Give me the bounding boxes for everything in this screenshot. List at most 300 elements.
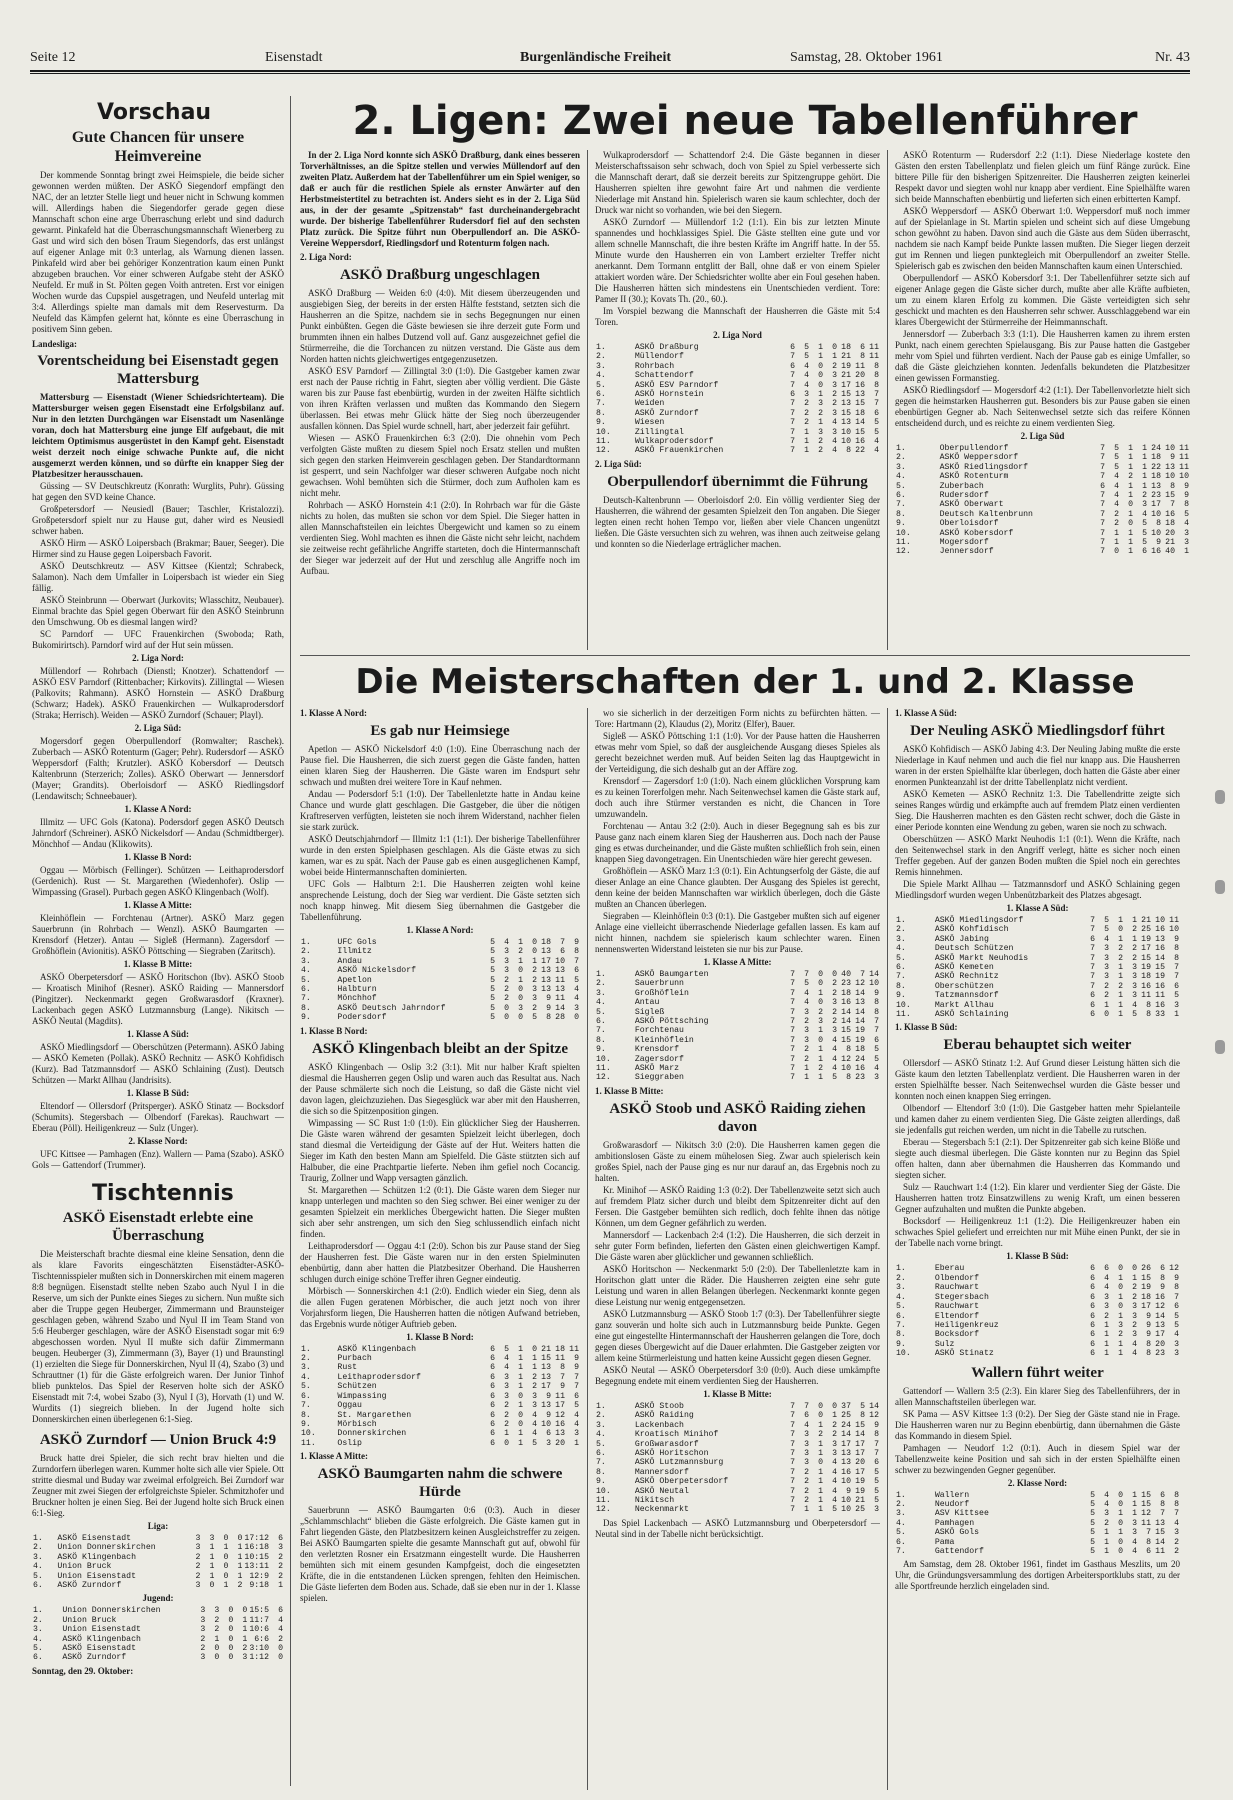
punch-hole xyxy=(1215,880,1225,894)
table-cell: 7 xyxy=(790,1073,795,1083)
table-cell: 0 xyxy=(832,343,837,352)
table-cell: 8. xyxy=(896,509,906,519)
page-header xyxy=(30,48,1190,70)
table-cell: 2 xyxy=(804,1045,809,1055)
table-cell: 3 xyxy=(1174,1000,1179,1010)
team-name: Großwarasdorf xyxy=(634,1439,699,1449)
table-cell: 15 xyxy=(541,1354,551,1364)
table-cell: 6. xyxy=(33,1581,43,1591)
table-cell: 6 xyxy=(1160,1490,1165,1500)
table-cell: 1 xyxy=(818,1505,823,1515)
table-cell: 2 xyxy=(1128,472,1133,482)
table-cell: 3 xyxy=(1174,1339,1179,1349)
table-cell: 2 xyxy=(237,1581,243,1591)
table-cell: 4. xyxy=(596,371,606,381)
table-label: 2. Klasse Nord: xyxy=(1007,1477,1068,1488)
table-row xyxy=(595,418,880,427)
table-cell: 0 xyxy=(532,1344,537,1354)
table-cell: 7 xyxy=(1100,519,1105,529)
table-cell: 5 xyxy=(532,1438,537,1448)
table-cell: 17 xyxy=(841,380,851,390)
table-cell: 3 xyxy=(818,427,823,437)
table-cell: 9. xyxy=(301,1419,311,1429)
table-cell: 1 xyxy=(237,1571,243,1581)
landesliga-item: ASKÖ Steinbrunn — Oberwart (Jurkovits; Wlasschitz, Neubauer). Einmal brachte das Spiel gegen Oberwart für den ASKÖ Steinbrunn den Umschwung. Ob es diesmal langen wird? xyxy=(32,595,284,627)
table-cell: 0 xyxy=(228,1606,234,1616)
table-cell: 18 xyxy=(555,1344,565,1354)
table-cell: 7 xyxy=(1100,538,1105,548)
table-cell: 4. xyxy=(896,472,906,482)
table-cell: 4 xyxy=(1104,1490,1109,1500)
table-cell: 3 xyxy=(1104,1509,1109,1519)
table-cell: 4 xyxy=(1132,1000,1137,1010)
table-cell: 13 xyxy=(555,1429,565,1439)
table-cell: 0 xyxy=(532,938,537,947)
table-cell: 5 xyxy=(832,1505,837,1515)
table-cell: 8 xyxy=(846,1073,851,1083)
table-cell: 5 xyxy=(874,418,879,428)
table-row xyxy=(300,1392,580,1401)
table-cell: 9 xyxy=(1146,1320,1151,1330)
page-number: Seite 12 xyxy=(30,50,76,65)
table-cell: 8 xyxy=(1146,1000,1151,1010)
table-cell: 0 xyxy=(1118,1302,1123,1312)
table-cell: 1 xyxy=(804,1073,809,1083)
table-cell: 1 xyxy=(818,1045,823,1055)
table-cell: 2 xyxy=(818,446,823,456)
table-cell: 3 xyxy=(532,994,537,1004)
punch-hole xyxy=(1215,790,1225,804)
table-cell: 14 xyxy=(555,1003,565,1013)
table-cell: 9 xyxy=(1184,481,1189,491)
team-name: ASKÖ Deutsch Jahrndorf xyxy=(337,1003,446,1013)
table-cell: 7 xyxy=(790,380,795,390)
table-cell: 40 xyxy=(841,970,851,979)
table-cell: 10. xyxy=(896,528,911,538)
table-cell: 24 xyxy=(855,1054,865,1064)
table-cell: 20 xyxy=(855,1458,865,1468)
table-cell: 4. xyxy=(896,1292,906,1302)
table-cell: 2 xyxy=(1118,1330,1123,1340)
table-cell: 7 xyxy=(790,1017,795,1027)
standings-table xyxy=(300,938,580,1023)
table-cell: 7 xyxy=(1100,462,1105,472)
table-cell: 13 xyxy=(841,418,851,428)
table-cell: 0 xyxy=(818,979,823,989)
table-cell: 5 xyxy=(574,1401,579,1411)
table-cell: 3 xyxy=(574,1003,579,1013)
table-cell: 1 xyxy=(1132,1509,1137,1519)
section-label: 1. Klasse B Süd: xyxy=(126,1088,190,1098)
table-cell: 1 xyxy=(1118,1311,1123,1321)
table-label: 2. Liga Süd xyxy=(1020,431,1065,441)
table-cell: 3 xyxy=(1132,963,1137,973)
table-cell: 3. xyxy=(301,1363,311,1373)
table-cell: 2. xyxy=(596,352,606,362)
table-cell: 2 xyxy=(504,994,509,1004)
table-cell: 6 xyxy=(560,947,565,957)
table-cell: 2 xyxy=(278,1562,283,1572)
landesliga-item: Güssing — SV Deutschkreutz (Konrath: Wurglits, Puhr). Güssing hat gegen den SVD keine Chance. xyxy=(32,481,284,502)
team-name: ASKÖ Marz xyxy=(634,1064,680,1074)
report: Wimpassing — SC Rust 1:0 (1:0). Ein glücklicher Sieg der Hausherren. Die Gäste waren während der gesamten Spielzeit leicht überlegen, doch stand diesmal die Verteidigung der Gäste auf der Hut. Weiters hatten die Sieger im Kath den besten Mann am Spielfeld. Die Gäste stützten sich auf Halbuber, die eine Prachtpartie lieferte. Neben ihm gefiel noch Cocancig. Traurig, Zollner und Wapp versagten gänzlich. xyxy=(300,1117,580,1183)
table-cell: 7. xyxy=(596,1458,606,1468)
table-cell: 8. xyxy=(896,1330,906,1340)
table-cell: 7 xyxy=(790,1458,795,1468)
table-cell: 1 xyxy=(242,1615,248,1625)
table-cell: 7 xyxy=(1100,444,1105,453)
table-cell: 8 xyxy=(1146,1339,1151,1349)
table-cell: 16 xyxy=(841,1467,851,1477)
table-cell: 21 xyxy=(541,1344,551,1354)
table-cell: 0 xyxy=(818,371,823,381)
table-cell: 7 xyxy=(790,988,795,998)
team-name: ASKÖ Weppersdorf xyxy=(939,453,1019,463)
section-label: 2. Klasse Nord: xyxy=(128,1136,188,1146)
table-cell: 3 xyxy=(1132,1302,1137,1312)
table-cell: 0 xyxy=(518,985,523,995)
table-cell: 1 xyxy=(1114,538,1119,548)
table-cell: 3 xyxy=(200,1615,206,1625)
table-cell: 13 xyxy=(855,390,865,400)
table-row xyxy=(32,1616,284,1625)
team-name: ASKÖ Gols xyxy=(934,1528,980,1538)
table-cell: 1 xyxy=(1184,547,1189,557)
table-cell: 19 xyxy=(1141,1283,1151,1293)
report: Sigleß — ASKÖ Pöttsching 1:1 (1:0). Vor der Pause hatten die Hausherren etwas mehr vom Spiel, so daß der ausgleichende Ausgang dieses Spieles als gerecht bezeichnet werden muß. Auf beiden Seiten lag das Hauptgewicht in der Verteidigung, die sich deshalb gut an der Affäre zog. xyxy=(595,731,880,774)
table-cell: 3 xyxy=(804,1439,809,1449)
table-cell: 9 xyxy=(874,988,879,998)
table-cell: 3 xyxy=(804,390,809,400)
table-cell: 3 xyxy=(504,1372,509,1382)
table-cell: 14 xyxy=(1155,1311,1165,1321)
team-name: Tatzmannsdorf xyxy=(934,991,999,1001)
table-cell: 11. xyxy=(896,538,911,548)
report: Die Spiele Markt Allhau — Tatzmannsdorf und ASKÖ Schlaining gegen Miedlingsdorf wurden wegen Unbenützbarkeit des Platzes abgesagt. xyxy=(895,879,1180,900)
table-cell: 6 xyxy=(490,1354,495,1364)
standings-table xyxy=(895,916,1180,1019)
standings-table xyxy=(895,1264,1180,1358)
team-name: ASKÖ Riedlingsdorf xyxy=(939,462,1029,472)
table-cell: 7 xyxy=(790,1505,795,1515)
team-name: Neudorf xyxy=(934,1499,970,1509)
table-cell: 2 xyxy=(818,1007,823,1017)
table-label: 1. Klasse A Süd: xyxy=(1006,903,1069,913)
table-cell: 3 xyxy=(195,1534,201,1543)
table-cell: 4 xyxy=(832,1458,837,1468)
table-cell: 5 xyxy=(1142,528,1147,538)
team-name: Oberschützen xyxy=(934,981,994,991)
wallern-title: Wallern führt weiter xyxy=(971,1364,1104,1381)
table-cell: 1 xyxy=(242,1625,248,1635)
report: Großwarasdorf — Nikitsch 3:0 (2:0). Die Hausherren kamen gegen die ambitionslosen Gäste zu einem mühelosen Sieg. Zwar auch spielerisch kein großes Spiel, nach der Pause ging es nur nur darauf an, das Ergebnis noch zu halten. xyxy=(595,1139,880,1183)
table-cell: 9 xyxy=(1174,1273,1179,1283)
table-cell: 1 xyxy=(1118,1528,1123,1538)
section-label: 1. Klasse B Mitte: xyxy=(595,1085,664,1096)
report: Sulz — Rauchwart 1:4 (1:2). Ein klarer und verdienter Sieg der Gäste. Die Hausherren hatten trotz Einsatzwillens zu wenig Kraft, um einen besseren Gegner aufzuhalten und mußten die Punkte abgeben. xyxy=(895,1182,1180,1215)
table-cell: 13 xyxy=(1155,934,1165,944)
table-cell: 5 xyxy=(1090,1490,1095,1500)
table-cell: 1 xyxy=(1132,1490,1137,1500)
table-cell: 1 xyxy=(832,1411,837,1421)
report: Gattendorf — Wallern 3:5 (2:3). Ein klarer Sieg des Tabellenführers, der in allen Mannschaftsteilen überlegen war. xyxy=(895,1385,1180,1407)
table-cell: 3 xyxy=(278,1543,283,1553)
table-cell: 12 xyxy=(1155,1302,1165,1312)
fixtures: Kleinhöflein — Forchtenau (Artner). ASKÖ Marz gegen Sauerbrunn (in Rohrbach — Wenzl). ASKÖ Baumgarten — Krensdorf (Hetzer). Antau — Sigleß (Hermann). Zagersdorf — Großhöflein (Avionitis). ASKÖ Pöttsching — Siegraben (Zaritsch). xyxy=(32,913,284,956)
table-label: 1. Klasse B Süd: xyxy=(1006,1251,1069,1262)
table-cell: 15 xyxy=(1155,1528,1165,1538)
table-cell: 20 xyxy=(1165,528,1175,538)
table-cell: 9. xyxy=(896,519,906,529)
team-name: ASKÖ Rechnitz xyxy=(934,972,999,982)
table-row xyxy=(595,1008,880,1017)
table-row xyxy=(895,925,1180,934)
table-cell: 10 xyxy=(841,1064,851,1074)
team-name: Gattendorf xyxy=(934,1546,984,1556)
table-cell: 3 xyxy=(195,1543,201,1553)
table-cell: 19 xyxy=(855,1477,865,1487)
table-row xyxy=(300,994,580,1003)
table-cell: 7 xyxy=(790,408,795,418)
table-cell: 11 xyxy=(1179,444,1189,453)
table-cell: 8 xyxy=(1146,1010,1151,1020)
table-cell: 2 xyxy=(518,947,523,957)
table-cell: 14 xyxy=(855,418,865,428)
table-cell: 2 xyxy=(818,437,823,447)
table-label: Jugend: xyxy=(142,1593,174,1604)
table-cell: 1 xyxy=(209,1543,215,1553)
table-cell: 13 xyxy=(541,975,551,985)
table-cell: 1 xyxy=(1142,472,1147,482)
table-cell: 3 xyxy=(1104,963,1109,973)
table-cell: 2 xyxy=(504,1401,509,1411)
team-name: ASKÖ Stoob xyxy=(634,1401,684,1411)
table-row xyxy=(895,1293,1180,1302)
table-cell: 1:12 xyxy=(249,1653,269,1663)
team-name: ASKÖ Eisenstadt xyxy=(57,1534,132,1543)
table-cell: 1 xyxy=(278,1581,283,1591)
table-cell: 0 xyxy=(832,970,837,979)
table-cell: 5 xyxy=(1132,1010,1137,1020)
table-cell: 7 xyxy=(560,1372,565,1382)
table-cell: 5 xyxy=(1142,538,1147,548)
table-cell: 12 xyxy=(1141,1509,1151,1519)
team-name: Zillingtal xyxy=(634,427,684,437)
table-cell: 8 xyxy=(874,1007,879,1017)
table-cell: 2 xyxy=(278,1571,283,1581)
team-name: Pamhagen xyxy=(934,1518,975,1528)
table-cell: 6 xyxy=(1090,1311,1095,1321)
table-row xyxy=(595,1026,880,1035)
table-cell: 1 xyxy=(1142,481,1147,491)
table-cell: 2 xyxy=(200,1634,206,1644)
table-cell: 6 xyxy=(574,966,579,976)
table-cell: 3 xyxy=(804,1007,809,1017)
table-row xyxy=(895,444,1190,453)
vorschau-title: Gute Chancen für unsere Heimvereine xyxy=(71,129,245,165)
table-cell: 16 xyxy=(1155,925,1165,935)
table-cell: 1. xyxy=(33,1534,43,1543)
table-cell: 3 xyxy=(804,1430,809,1440)
table-cell: 7 xyxy=(790,1401,795,1411)
table-cell: 7 xyxy=(874,390,879,400)
table-cell: 7 xyxy=(790,1411,795,1421)
team-name: Union Bruck xyxy=(62,1615,117,1625)
table-cell: 4 xyxy=(804,361,809,371)
table-cell: 1 xyxy=(532,1363,537,1373)
table-cell: 1 xyxy=(518,1382,523,1392)
table-cell: 4 xyxy=(832,1486,837,1496)
table-cell: 23 xyxy=(1155,1349,1165,1359)
table-cell: 1 xyxy=(518,1344,523,1354)
table-cell: 10 xyxy=(555,956,565,966)
table-cell: 5 xyxy=(490,994,495,1004)
table-label: 1. Klasse B Nord: xyxy=(406,1331,474,1342)
table-row xyxy=(595,1055,880,1064)
table-cell: 4 xyxy=(532,1429,537,1439)
table-row xyxy=(595,399,880,408)
fixtures: ASKÖ Oberpetersdorf — ASKÖ Horitschon (Ibv). ASKÖ Stoob — Kroatisch Minihof (Resner). ASKÖ Raiding — Mannersdorf (Pingitzer). Neckenmarkt gegen Großwarasdorf (Kraxner). Lackenbach gegen ASKÖ Lutzmannsburg (Lange). Nikitsch — ASKÖ Neutal (Magdits). xyxy=(32,972,284,1026)
table-cell: 4 xyxy=(1142,509,1147,519)
table-cell: 10. xyxy=(596,1054,611,1064)
fixtures: Oggau — Mörbisch (Fellinger). Schützen — Leithaprodersdorf (Gerdenich). Rust — St. Margarethen (Wiedenhofer). Oslip — Wimpassing (Grasel). Purbach gegen ASKÖ Klingenbach (Wolf). xyxy=(32,865,284,897)
table-cell: 21 xyxy=(1141,916,1151,925)
table-cell: 2 xyxy=(804,418,809,428)
table-cell: 1 xyxy=(1118,963,1123,973)
table-cell: 1 xyxy=(804,1505,809,1515)
table-row xyxy=(32,1534,284,1543)
column-divider xyxy=(587,708,588,1790)
table-cell: 0 xyxy=(504,1438,509,1448)
report: Pamhagen — Neudorf 1:2 (0:1). Auch in diesem Spiel war der Tabellenzweite keine Position und sah sich in der ersten Spielhälfte einen schwer zu bezwingenden Gegner gegenüber. xyxy=(895,1442,1180,1475)
team-name: Heiligenkreuz xyxy=(934,1320,999,1330)
table-cell: 2 xyxy=(1104,981,1109,991)
table-cell: 0 xyxy=(818,1458,823,1468)
table-cell: 0 xyxy=(278,1644,283,1654)
table-cell: 16 xyxy=(855,1064,865,1074)
table-row xyxy=(300,1373,580,1382)
table-cell: 6 xyxy=(490,1391,495,1401)
table-cell: 19 xyxy=(841,361,851,371)
table-cell: 5. xyxy=(301,1382,311,1392)
section-label: 2. Liga Nord: xyxy=(300,252,352,262)
table-cell: 5 xyxy=(490,956,495,966)
team-name: Nikitsch xyxy=(634,1495,675,1505)
table-cell: 12 xyxy=(855,979,865,989)
table-cell: 6 xyxy=(874,408,879,418)
table-cell: 1 xyxy=(804,427,809,437)
ligen-column-1 xyxy=(300,150,580,650)
table-cell: 0 xyxy=(1118,1264,1123,1274)
table-cell: 0 xyxy=(223,1562,229,1572)
klingenbach-title: ASKÖ Klingenbach bleibt an der Spitze xyxy=(311,1040,568,1057)
table-cell: 2 xyxy=(804,1054,809,1064)
table-cell: 2 xyxy=(832,1017,837,1027)
table-cell: 0 xyxy=(223,1534,229,1543)
meister-column-3 xyxy=(895,708,1180,1790)
table-cell: 9 xyxy=(1170,453,1175,463)
standings-table xyxy=(300,1345,580,1448)
table-cell: 3. xyxy=(896,1283,906,1293)
table-cell: 3. xyxy=(896,462,906,472)
table-cell: 9. xyxy=(896,1339,906,1349)
table-cell: 0 xyxy=(1128,519,1133,529)
table-cell: 9 xyxy=(1184,491,1189,501)
table-cell: 1 xyxy=(1174,1010,1179,1020)
table-cell: 6. xyxy=(896,1537,906,1547)
table-cell: 40 xyxy=(1165,547,1175,557)
table-cell: 7 xyxy=(790,1007,795,1017)
table-cell: 5. xyxy=(33,1571,43,1581)
table-cell: 11. xyxy=(896,1010,911,1020)
section-label: 2. Liga Süd: xyxy=(595,458,642,469)
table-cell: 14 xyxy=(855,1007,865,1017)
table-row xyxy=(895,982,1180,991)
table-cell: 5 xyxy=(874,1054,879,1064)
table-row xyxy=(895,1538,1180,1547)
table-cell: 7 xyxy=(1160,1509,1165,1519)
team-name: ASKÖ Jabing xyxy=(934,934,989,944)
table-cell: 2 xyxy=(804,1017,809,1027)
table-row xyxy=(595,1073,880,1082)
table-cell: 13 xyxy=(1151,481,1161,491)
table-cell: 6. xyxy=(896,963,906,973)
table-cell: 10 xyxy=(1179,472,1189,482)
table-row xyxy=(32,1581,284,1590)
report: Deutsch-Kaltenbrunn — Oberloisdorf 2:0. Ein völlig verdienter Sieg der Hausherren, die während der gesamten Spielzeit den Ton angaben. Die Sieger legten einen recht hohen Tempo vor, ließen aber viele Chancen ungenützt ließen. Die Gäste versuchten sich zu wehren, was ihnen auch zeitweise gelang und konnten so die Niederlage erträglicher machen. xyxy=(595,494,880,549)
table-cell: 2 xyxy=(1104,991,1109,1001)
table-cell: 0 xyxy=(1114,547,1119,557)
table-cell: 5 xyxy=(874,1477,879,1487)
table-cell: 7 xyxy=(790,1448,795,1458)
team-name: UFC Gols xyxy=(337,938,377,947)
table-cell: 0 xyxy=(818,380,823,390)
table-cell: 2 xyxy=(1132,1283,1137,1293)
table-cell: 10. xyxy=(596,427,611,437)
fixtures: Mogersdorf gegen Oberpullendorf (Romwalter; Raschek). Zuberbach — ASKÖ Rotenturm (Gager; Pehr). Rudersdorf — ASKÖ Weppersdorf (Falth; Krutzler). ASKÖ Kobersdorf — Deutsch Kaltenbrunn (Sterzerich; Zolles). ASKÖ Oberwart — Jennersdorf (Mayer; Grandits). Oberloisdorf — ASKÖ Riedlingsdorf (Lendawitsch; Schneebauer). xyxy=(32,736,284,801)
table-cell: 3 xyxy=(1174,1528,1179,1538)
table-cell: 7 xyxy=(1090,972,1095,982)
table-cell: 16 xyxy=(841,998,851,1008)
table-cell: 3 xyxy=(818,1017,823,1027)
table-cell: 3 xyxy=(242,1653,248,1663)
table-cell: 16 xyxy=(1151,547,1161,557)
table-cell: 3 xyxy=(804,1458,809,1468)
report: Jennersdorf — Zuberbach 3:3 (1:1). Die Hausherren kamen zu ihrem ersten Punkt, nach einem gerechten Spielausgang. Bis zur Pause hatten die Gastgeber mehr vom Spiel und führten verdient. Nach der Pause gab es einige Umfaller, so daß die Gäste gleichziehen konnten. Jedenfalls bekundeten die Platzbesitzer einen gewissen Formanstieg. xyxy=(895,329,1190,383)
table-cell: 2. xyxy=(596,1411,606,1421)
team-name: ASKÖ Klingenbach xyxy=(337,1344,417,1354)
report: UFC Gols — Halbturn 2:1. Die Hausherren zeigten wohl keine ansprechende Leistung, doch der Sieg war verdient. Die Gäste setzten sich noch knapp hinweg. Mit diesem Sieg übernahmen die Gastgeber die Tabellenführung. xyxy=(300,879,580,922)
table-cell: 7. xyxy=(896,500,906,510)
table-row xyxy=(895,1010,1180,1019)
table-cell: 2 xyxy=(804,1495,809,1505)
table-cell: 2 xyxy=(832,1420,837,1430)
table-cell: 4 xyxy=(874,1064,879,1074)
column-left xyxy=(32,100,284,1790)
section-label: 1. Klasse B Nord: xyxy=(300,1025,368,1036)
table-cell: 1 xyxy=(1104,1349,1109,1359)
table-cell: 6 xyxy=(1090,1010,1095,1020)
table-cell: 25 xyxy=(855,1505,865,1515)
table-row xyxy=(895,1519,1180,1528)
table-row xyxy=(895,482,1190,491)
table-cell: 16 xyxy=(1141,981,1151,991)
table-cell: 1. xyxy=(896,916,906,925)
team-name: ASKÖ Lutzmannsburg xyxy=(634,1458,724,1468)
table-cell: 23 xyxy=(841,979,851,989)
table-cell: 18 xyxy=(1151,472,1161,482)
table-cell: 0 xyxy=(504,1003,509,1013)
